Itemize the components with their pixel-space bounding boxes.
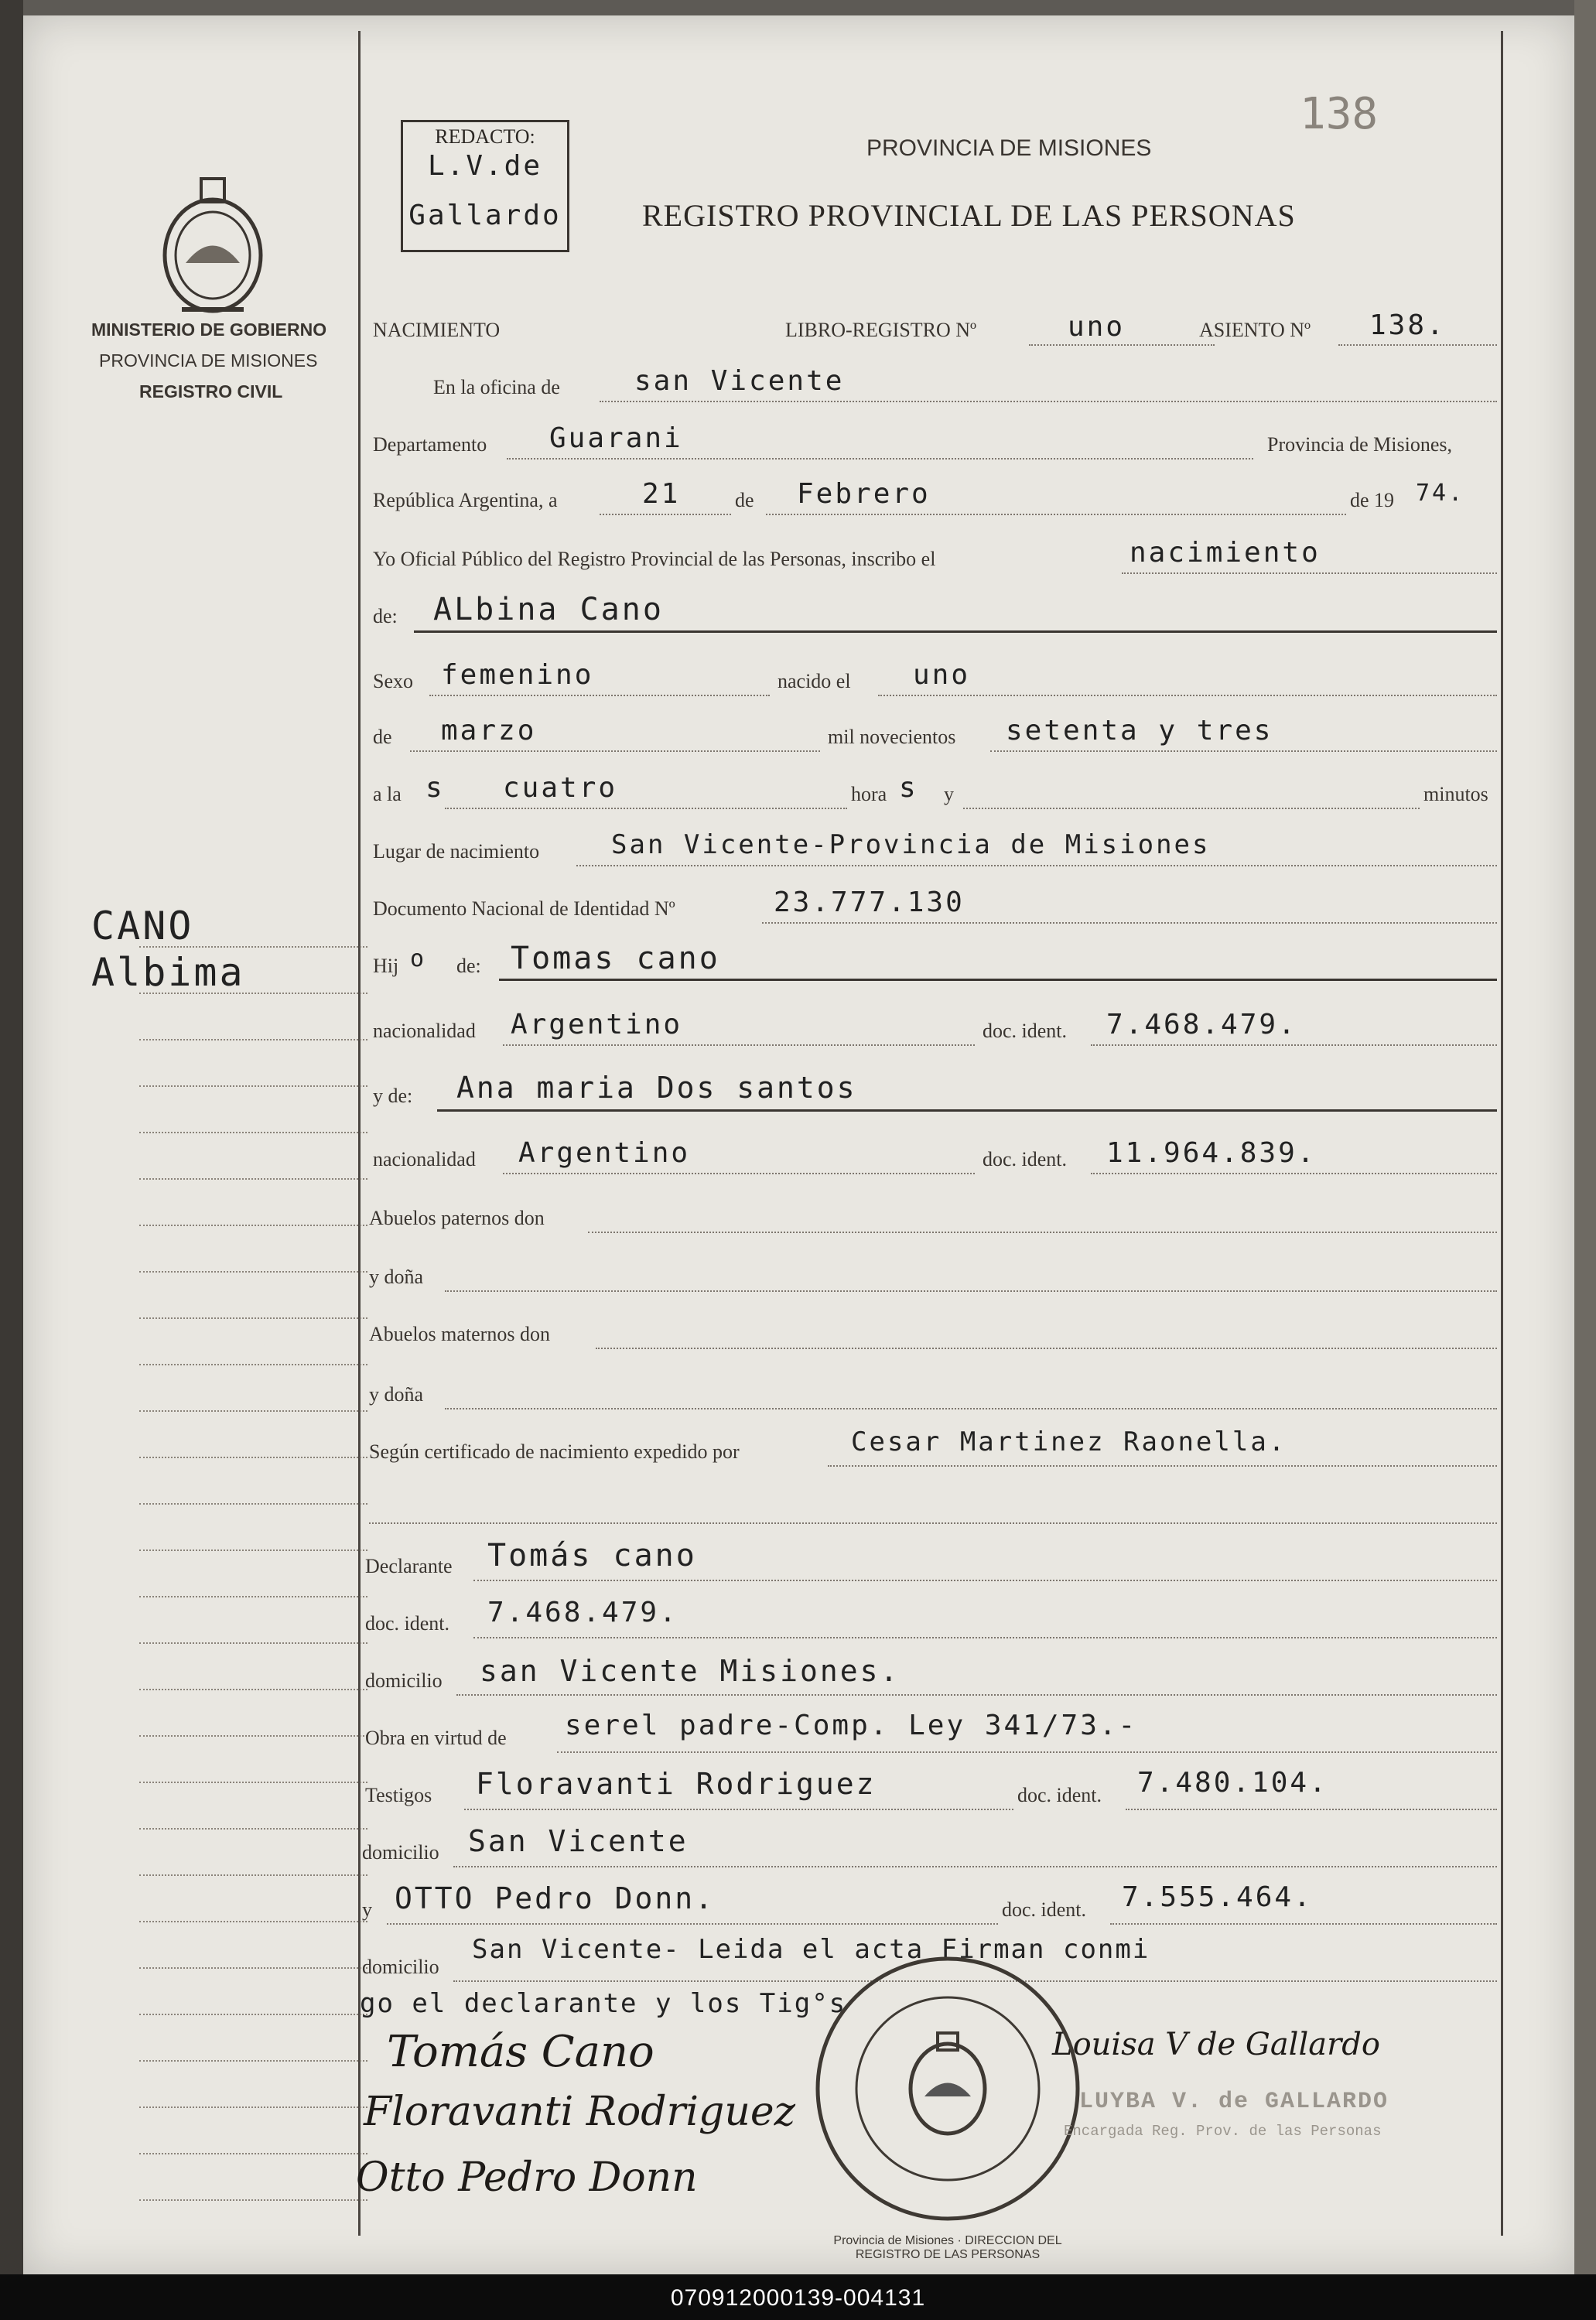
provincia-label: Provincia de Misiones,	[1267, 433, 1453, 456]
round-stamp-text: Provincia de Misiones · DIRECCION DEL REGISTRO DE LAS PERSONAS	[833, 2234, 1062, 2261]
margin-name: Albima	[91, 950, 245, 995]
sexo-label: Sexo	[373, 670, 413, 692]
hora-suffix: s	[899, 772, 918, 804]
hora-label: hora	[851, 783, 887, 805]
abuelos-paternos-label: Abuelos paternos don	[369, 1207, 545, 1229]
testigo1-doc-label: doc. ident.	[1017, 1784, 1102, 1806]
hijo-suffix: o	[410, 945, 427, 972]
obra-value: serel padre-Comp. Ley 341/73.-	[565, 1710, 1138, 1741]
ala-label: a la	[373, 783, 402, 805]
province-label: PROVINCIA DE MISIONES	[99, 350, 318, 371]
madre-value: Ana maria Dos santos	[456, 1071, 857, 1105]
nombre-value: ALbina Cano	[433, 592, 664, 627]
de-mes-label: de	[373, 726, 392, 748]
minutos-label: minutos	[1423, 783, 1488, 805]
header-registry: REGISTRO PROVINCIAL DE LAS PERSONAS	[642, 198, 1296, 233]
departamento-label: Departamento	[373, 433, 487, 456]
nacimiento-label: NACIMIENTO	[373, 319, 501, 341]
domicilio-label-2: domicilio	[362, 1841, 439, 1864]
coat-of-arms-icon	[155, 174, 271, 325]
hijo-label: Hij	[373, 955, 399, 977]
redacto-surname: Gallardo	[408, 200, 562, 231]
republica-label: República Argentina, a	[373, 489, 558, 511]
ministry-label: MINISTERIO DE GOBIERNO	[91, 319, 327, 340]
y-dona-label-1: y doña	[369, 1266, 424, 1288]
declarante-doc-label: doc. ident.	[365, 1612, 450, 1635]
padre-doc-label: doc. ident.	[983, 1020, 1068, 1042]
yo-oficial-label: Yo Oficial Público del Registro Provincial de las Personas, inscribo el	[373, 548, 936, 570]
y-de-label: y de:	[373, 1085, 413, 1107]
testigo2-value: OTTO Pedro Donn.	[395, 1881, 716, 1915]
dia-value: 21	[642, 478, 681, 510]
redacto-initials: L.V.de	[427, 150, 543, 182]
abuelos-maternos-label: Abuelos maternos don	[369, 1323, 550, 1345]
asiento-label: ASIENTO Nº	[1199, 319, 1311, 341]
asiento-value: 138.	[1369, 309, 1446, 341]
redacto-label: REDACTO:	[435, 125, 535, 148]
declarante-label: Declarante	[365, 1555, 453, 1577]
declarante-value: Tomás cano	[487, 1538, 697, 1573]
testigo2-doc-label: doc. ident.	[1002, 1898, 1087, 1921]
redacto-box	[401, 120, 569, 252]
y-label: y	[944, 783, 954, 805]
inscribe-value: nacimiento	[1130, 537, 1321, 569]
libro-label: LIBRO-REGISTRO Nº	[785, 319, 977, 341]
domicilio-label-3: domicilio	[362, 1956, 439, 1978]
testigo1-value: Floravanti Rodriguez	[476, 1767, 877, 1801]
segun-label: Según certificado de nacimiento expedido por	[369, 1440, 740, 1463]
official-title-stamp: Encargada Reg. Prov. de las Personas	[1064, 2123, 1382, 2140]
sexo-value: femenino	[441, 659, 594, 691]
mes-value: Febrero	[797, 478, 931, 510]
madre-doc-value: 11.964.839.	[1106, 1137, 1317, 1169]
y-dona-label-2: y doña	[369, 1383, 424, 1406]
document-page	[23, 15, 1574, 2274]
testigos-label: Testigos	[365, 1784, 432, 1806]
mil-label: mil novecientos	[828, 726, 956, 748]
madre-doc-label: doc. ident.	[983, 1148, 1068, 1170]
de-nombre-label: de:	[373, 605, 398, 627]
archive-code: 070912000139-004131	[670, 2285, 926, 2311]
margin-surname: CANO	[91, 904, 194, 948]
oficina-label: En la oficina de	[433, 376, 560, 398]
de-anio-label: de 19	[1350, 489, 1395, 511]
departamento-value: Guarani	[549, 422, 683, 454]
page-edge	[1574, 0, 1596, 2320]
hijo-de-label: de:	[456, 955, 481, 977]
domicilio-value-2: San Vicente	[468, 1824, 689, 1858]
oficina-value: san Vicente	[634, 365, 845, 397]
registry-round-stamp	[805, 1942, 1091, 2240]
signature-official: Louisa V de Gallardo	[1052, 2027, 1380, 2062]
domicilio-value-1: san Vicente Misiones.	[480, 1654, 901, 1688]
ala-suffix: s	[425, 772, 445, 804]
hora-value: cuatro	[503, 772, 618, 804]
documento-label: Documento Nacional de Identidad Nº	[373, 897, 675, 920]
nacido-anio-value: setenta y tres	[1006, 715, 1273, 747]
signature-testigo-2: Otto Pedro Donn	[356, 2154, 698, 2201]
obra-label: Obra en virtud de	[365, 1727, 507, 1749]
header-province: PROVINCIA DE MISIONES	[866, 135, 1152, 161]
domicilio-label-1: domicilio	[365, 1669, 443, 1692]
right-margin-rule	[1501, 31, 1503, 2236]
official-name-stamp: LUYBA V. de GALLARDO	[1079, 2089, 1389, 2115]
padre-doc-value: 7.468.479.	[1106, 1009, 1297, 1040]
padre-nac-value: Argentino	[511, 1009, 683, 1040]
dni-value: 23.777.130	[774, 887, 965, 918]
madre-nac-label: nacionalidad	[373, 1148, 476, 1170]
nacido-mes-value: marzo	[441, 715, 537, 747]
domicilio-value-3: San Vicente- Leida el acta Firman conmi	[472, 1934, 1150, 1965]
archive-footer	[0, 2274, 1596, 2320]
de-label: de	[735, 489, 754, 511]
lugar-value: San Vicente-Provincia de Misiones	[611, 829, 1211, 860]
madre-nac-value: Argentino	[518, 1137, 691, 1169]
libro-value: uno	[1068, 311, 1126, 343]
declarante-doc-value: 7.468.479.	[487, 1597, 678, 1628]
anio-value: 74.	[1416, 480, 1465, 507]
signature-declarante: Tomás Cano	[387, 2027, 654, 2077]
page-number: 138	[1300, 89, 1379, 139]
testigo1-doc-value: 7.480.104.	[1137, 1767, 1328, 1799]
nacido-label: nacido el	[777, 670, 851, 692]
padre-value: Tomas cano	[511, 941, 720, 976]
binding-edge	[0, 0, 23, 2320]
civil-registry-label: REGISTRO CIVIL	[139, 381, 283, 401]
nacido-dia-value: uno	[913, 659, 971, 691]
continuacion-value: go el declarante y los Tig°s	[360, 1988, 847, 2019]
left-margin-rule	[358, 31, 361, 2236]
testigo2-doc-value: 7.555.464.	[1122, 1881, 1313, 1913]
certificado-value: Cesar Martinez Raonella.	[851, 1427, 1287, 1457]
y-testigo-label: y	[362, 1898, 372, 1921]
padre-nac-label: nacionalidad	[373, 1020, 476, 1042]
signature-testigo-1: Floravanti Rodriguez	[364, 2089, 795, 2135]
lugar-label: Lugar de nacimiento	[373, 840, 540, 863]
